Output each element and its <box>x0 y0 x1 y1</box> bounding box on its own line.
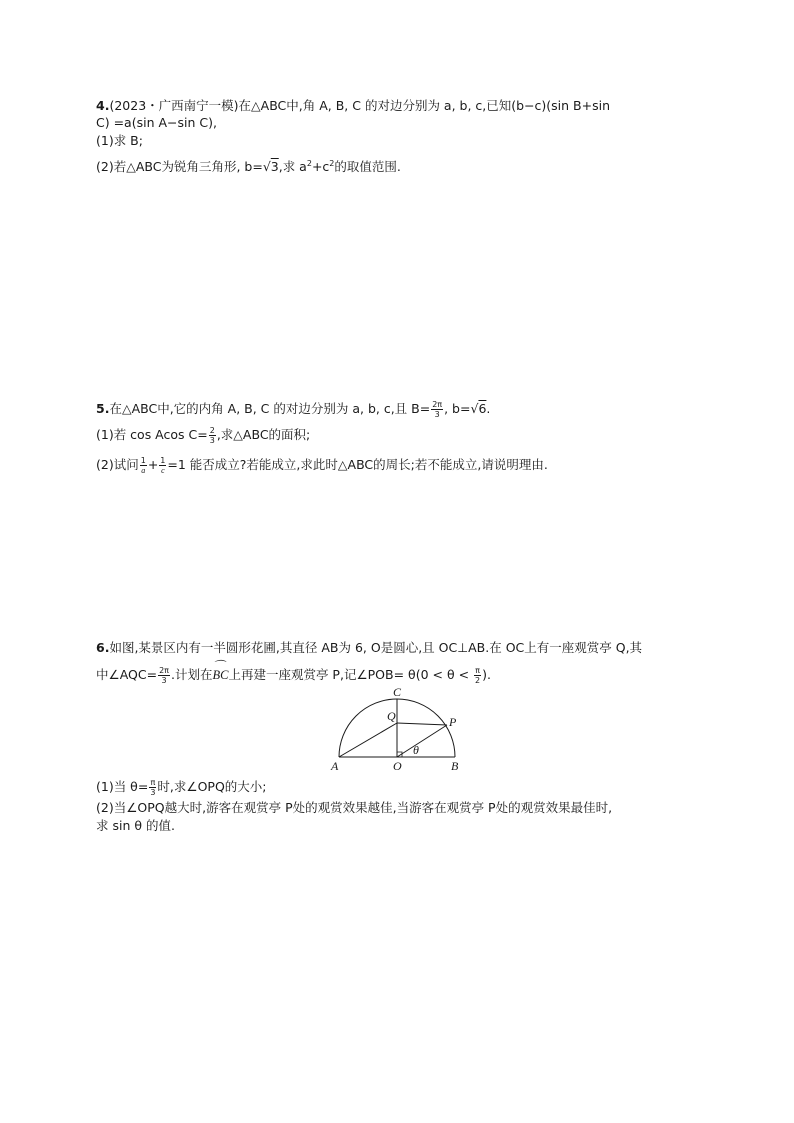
q5-line1 <box>96 400 490 419</box>
label-c: C <box>393 685 402 699</box>
q4-stem-a: 在△ABC中,角 A, B, C 的对边分别为 a, b, c,已知(b−c)(sin B+sin <box>238 98 611 113</box>
q4-source: (2023・广西南宁一模) <box>109 98 239 113</box>
q6-aqc-den: 3 <box>161 676 167 685</box>
q5-p1-fraction <box>209 426 216 445</box>
label-p: P <box>449 715 457 729</box>
q5-stem-b: , b= <box>444 401 471 416</box>
segment-aq <box>339 723 397 757</box>
q6-range-fraction <box>474 666 481 685</box>
q6-range-den: 2 <box>475 676 481 685</box>
q4-sq2: 2 <box>329 159 335 168</box>
q6-stem-b3: 上再建一座观赏亭 P,记∠POB= θ <box>228 667 416 682</box>
q4-part2-a: (2)若△ABC为锐角三角形, b= <box>96 159 263 175</box>
q6-stem-b2: .计划在 <box>170 667 213 682</box>
segment-op <box>397 725 447 757</box>
q5-B-num: 2π <box>432 400 443 409</box>
q5-p1-den: 3 <box>209 436 215 445</box>
q5-frac-1c-num: 1 <box>160 456 166 465</box>
q6-part1 <box>96 778 267 797</box>
label-a: A <box>331 759 339 773</box>
q6-range-a: (0 < θ < <box>415 667 474 682</box>
q4-part1 <box>96 133 143 149</box>
q6-stem-b1: 中∠AQC= <box>96 667 158 682</box>
q5-b-sqrt: 6 <box>478 401 487 416</box>
q4-part2 <box>96 156 401 175</box>
q6-line1 <box>96 640 642 656</box>
q6-part2-line1 <box>96 800 612 816</box>
q5-number: 5. <box>96 401 110 416</box>
q6-p1-fraction <box>149 778 156 797</box>
q5-frac-1c-den: c <box>161 466 165 475</box>
q6-aqc-fraction <box>158 666 170 685</box>
sqrt-symbol: √ <box>470 401 479 416</box>
q5-frac-1c <box>159 456 166 475</box>
q4-part1-text: (1)求 B; <box>96 133 143 148</box>
q6-number: 6. <box>96 640 110 655</box>
q4-line1 <box>96 98 610 114</box>
q4-part2-c: +c <box>311 159 330 175</box>
label-b: B <box>451 759 459 773</box>
q5-stem-c: . <box>486 401 491 416</box>
q5-part1-a: (1)若 cos Acos C= <box>96 427 208 442</box>
q5-B-fraction <box>431 400 443 419</box>
segment-qp <box>397 723 447 725</box>
q5-frac-1a-num: 1 <box>140 456 146 465</box>
q6-stem-a: 如图,某景区内有一半圆形花圃,其直径 AB为 6, O是圆心,且 OC⊥AB.在 OC上有一座观赏亭 Q,其 <box>109 640 643 655</box>
q6-arc-bc: ⌒ BC <box>212 667 228 683</box>
q5-stem-a: 在△ABC中,它的内角 A, B, C 的对边分别为 a, b, c,且 B= <box>109 401 431 416</box>
q4-sq1: 2 <box>306 159 312 168</box>
q5-plus: + <box>147 457 159 472</box>
q6-aqc-num: 2π <box>159 666 169 675</box>
q4-part2-b: ,求 a <box>278 159 307 175</box>
q5-part2-a: (2)试问 <box>96 457 139 472</box>
q5-frac-1a <box>140 456 147 475</box>
q6-p1-num: π <box>150 778 156 787</box>
label-o: O <box>393 759 402 773</box>
q6-part2-b: 求 sin θ 的值. <box>96 818 175 833</box>
q4-number: 4. <box>96 98 110 113</box>
q5-frac-1a-den: a <box>141 466 146 475</box>
q5-part2 <box>96 456 548 475</box>
label-q: Q <box>387 709 396 723</box>
q4-stem-b: C) =a(sin A−sin C), <box>96 115 217 130</box>
q6-part2-line2 <box>96 818 175 834</box>
q6-range-num: π <box>475 666 480 675</box>
q4-sqrt-value: 3 <box>270 159 279 175</box>
label-theta: θ <box>413 743 419 757</box>
q5-p1-num: 2 <box>209 426 215 435</box>
q5-B-den: 3 <box>434 410 440 419</box>
semicircle-figure <box>325 682 470 774</box>
q4-line2 <box>96 115 217 131</box>
q5-part2-b: =1 能否成立?若能成立,求此时△ABC的周长;若不能成立,请说明理由. <box>167 457 548 472</box>
q6-p1-den: 3 <box>150 788 156 797</box>
sqrt-symbol: √ <box>262 159 271 175</box>
q5-part1 <box>96 426 310 445</box>
q4-part2-d: 的取值范围. <box>334 159 401 175</box>
q6-part1-a: (1)当 θ= <box>96 779 149 794</box>
q5-part1-b: ,求△ABC的面积; <box>216 427 311 442</box>
q6-part2-a: (2)当∠OPQ越大时,游客在观赏亭 P处的观赏效果越佳,当游客在观赏亭 P处的观赏效果最佳时, <box>96 800 613 815</box>
q6-range-b: ). <box>482 667 491 682</box>
q6-part1-b: 时,求∠OPQ的大小; <box>157 779 267 794</box>
